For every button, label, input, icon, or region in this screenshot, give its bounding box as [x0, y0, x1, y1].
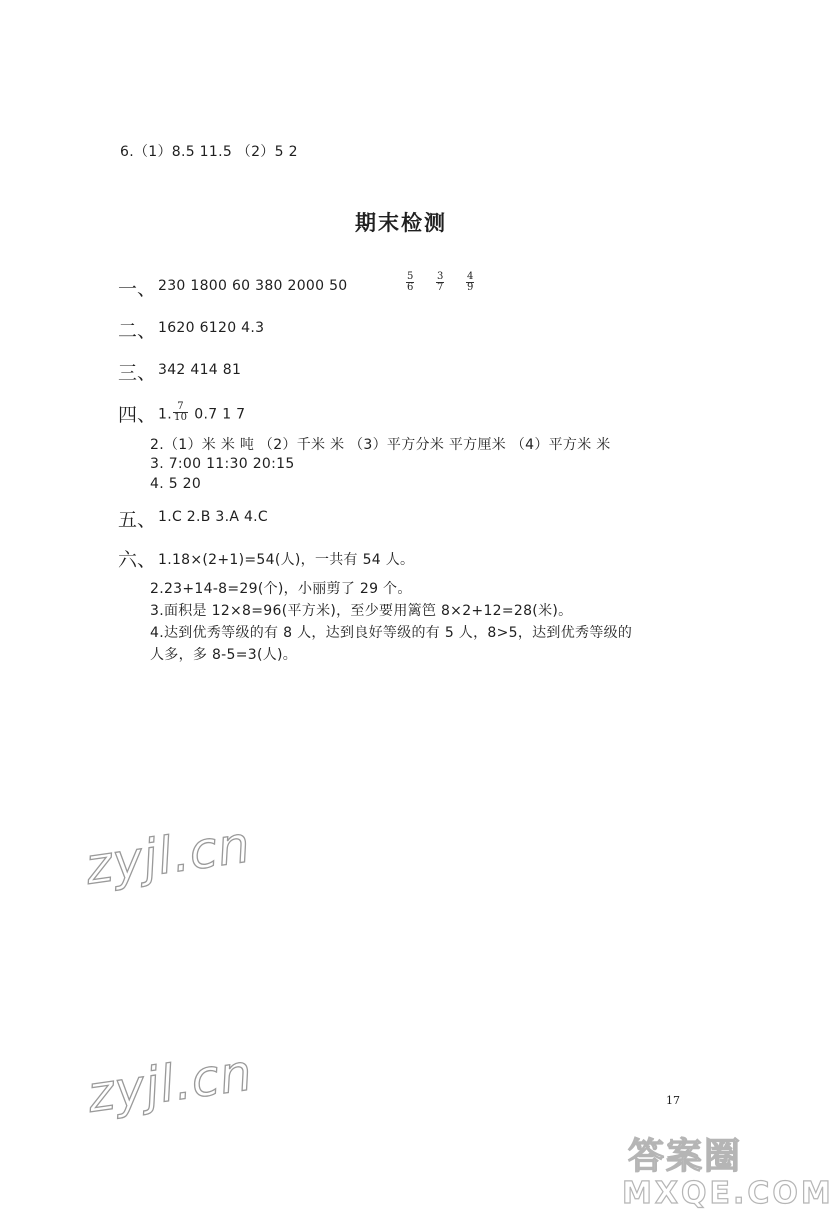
section-5-answers: 1.C 2.B 3.A 4.C — [158, 509, 269, 525]
section-6-item-4-line-1: 4.达到优秀等级的有 8 人，达到良好等级的有 5 人，8>5，达到优秀等级的 — [150, 625, 633, 641]
fraction-3-7: $\frac{3}{7}$ — [437, 271, 444, 293]
item-1-rest: 0.7 1 7 — [194, 406, 246, 423]
section-3-label: 三、 — [118, 362, 157, 384]
section-6-item-1: 1.18×(2+1)=54(人)，一共有 54 人。 — [158, 552, 415, 568]
section-2-label: 二、 — [118, 320, 157, 342]
section-4-item-4: 4. 5 20 — [150, 476, 202, 492]
page-number: 17 — [666, 1094, 680, 1107]
section-3-answers: 342 414 81 — [158, 362, 242, 378]
fraction-4-9: $\frac{4}{9}$ — [467, 271, 474, 293]
section-6-label: 六、 — [118, 549, 157, 571]
section-1-label: 一、 — [118, 278, 157, 300]
section-4-item-2: 2.（1）米 米 吨 （2）千米 米 （3）平方分米 平方厘米 （4）平方米 米 — [150, 437, 611, 453]
section-4-label: 四、 — [118, 404, 157, 426]
fraction-7-10: $\frac{7}{10}$ — [173, 401, 188, 423]
section-4-item-1 — [158, 401, 246, 425]
section-4-item-3: 3. 7:00 11:30 20:15 — [150, 456, 295, 472]
section-6-item-4-line-2: 人多，多 8-5=3(人)。 — [150, 647, 298, 663]
section-6-item-3: 3.面积是 12×8=96(平方米)，至少要用篱笆 8×2+12=28(米)。 — [150, 603, 573, 619]
corner-brand-en: MXQE.COM — [622, 1176, 834, 1211]
watermark-zyjl-upper: zyjl.cn — [81, 815, 255, 896]
section-5-label: 五、 — [118, 509, 157, 531]
fraction-5-6: $\frac{5}{6}$ — [407, 271, 414, 293]
section-2-answers: 1620 6120 4.3 — [158, 320, 265, 336]
corner-brand-cn: 答案圈 — [628, 1136, 743, 1177]
section-6-item-2: 2.23+14-8=29(个)，小丽剪了 29 个。 — [150, 581, 412, 597]
item-1-prefix: 1. — [158, 406, 172, 423]
section-1-answers: 230 1800 60 380 2000 50 — [158, 278, 348, 294]
watermark-zyjl-lower: zyjl.cn — [83, 1043, 257, 1124]
section-title: 期末检测 — [355, 211, 447, 235]
previous-answer-line: 6.（1）8.5 11.5 （2）5 2 — [120, 144, 298, 160]
